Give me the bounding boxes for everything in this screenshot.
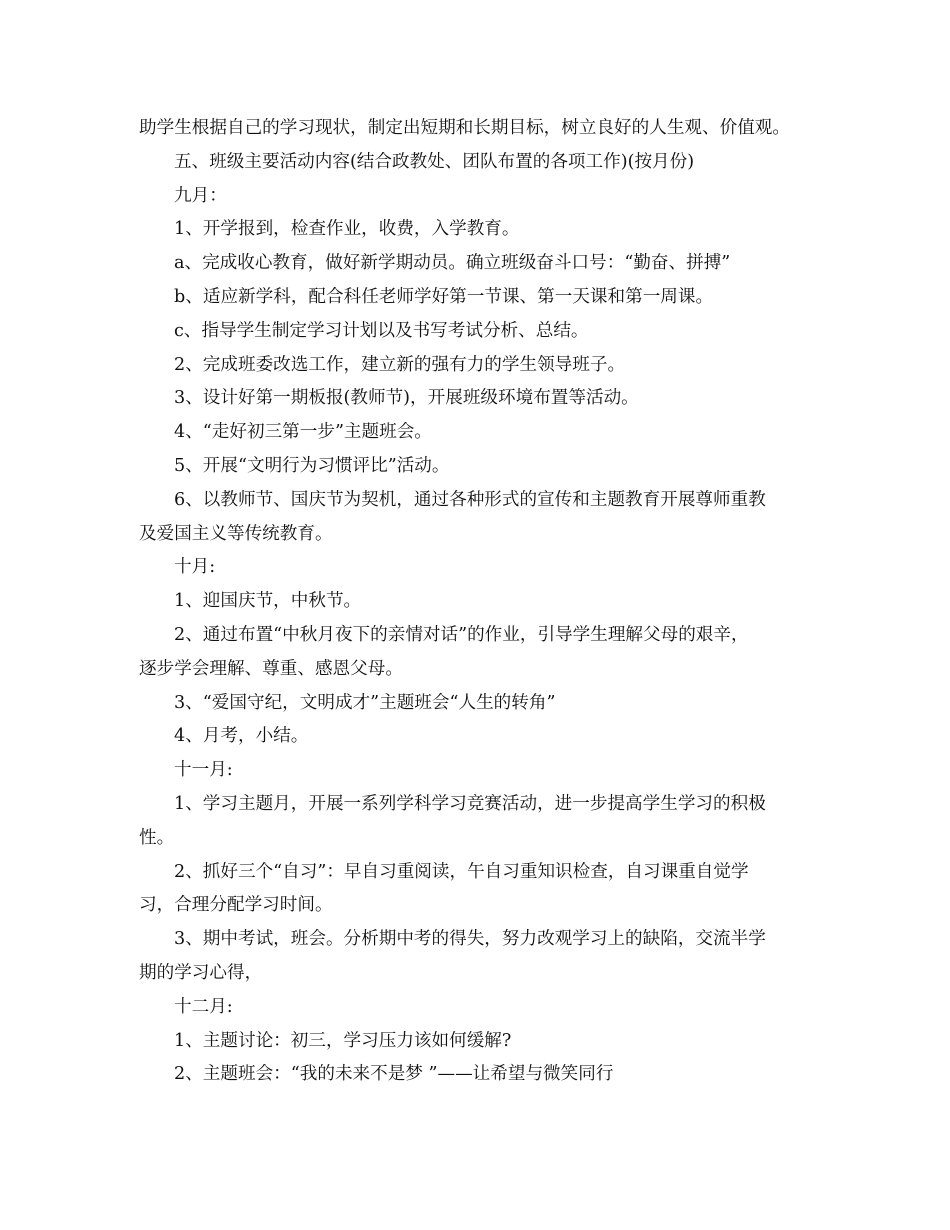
paragraph-line: 及爱国主义等传统教育。 bbox=[139, 523, 333, 544]
paragraph-line: 1、主题讨论：初三，学习压力该如何缓解? bbox=[174, 1030, 512, 1051]
paragraph-line: b、适应新学科，配合科任老师学好第一节课、第一天课和第一周课。 bbox=[174, 286, 714, 307]
paragraph-line: 1、开学报到，检查作业，收费，入学教育。 bbox=[174, 219, 520, 240]
paragraph-line: c、指导学生制定学习计划以及书写考试分析、总结。 bbox=[174, 320, 589, 341]
paragraph-line: 九月： bbox=[174, 185, 227, 206]
paragraph-line: 2、通过布置“中秋月夜下的亲情对话”的作业，引导学生理解父母的艰辛， bbox=[174, 624, 749, 645]
paragraph-line: 十二月: bbox=[174, 996, 233, 1017]
paragraph-line: 3、设计好第一期板报(教师节)，开展班级环境布置等活动。 bbox=[174, 388, 639, 409]
paragraph-line: 性。 bbox=[139, 827, 175, 848]
paragraph-line: 十月: bbox=[174, 557, 216, 578]
paragraph-line: 助学生根据自己的学习现状，制定出短期和长期目标，树立良好的人生观、价值观。 bbox=[139, 118, 790, 138]
paragraph-line: 4、“走好初三第一步”主题班会。 bbox=[174, 422, 432, 443]
paragraph-line: 期的学习心得， bbox=[139, 962, 263, 983]
paragraph-line: 2、主题班会：“我的未来不是梦 ”——让希望与微笑同行 bbox=[174, 1064, 614, 1085]
document-body bbox=[139, 112, 815, 1092]
paragraph-line: 五、班级主要活动内容(结合政教处、团队布置的各项工作)(按月份) bbox=[174, 151, 695, 172]
paragraph-line: 1、学习主题月，开展一系列学科学习竞赛活动，进一步提高学生学习的积极 bbox=[174, 793, 766, 814]
paragraph-line: 习，合理分配学习时间。 bbox=[139, 895, 333, 916]
paragraph-line: 十一月: bbox=[174, 760, 233, 781]
paragraph-line: 2、抓好三个“自习”：早自习重阅读，午自习重知识检查，自习课重自觉学 bbox=[174, 861, 749, 882]
paragraph-line: 2、完成班委改选工作，建立新的强有力的学生领导班子。 bbox=[174, 354, 626, 375]
paragraph-line: a、完成收心教育，做好新学期动员。确立班级奋斗口号：“勤奋、拼搏” bbox=[174, 253, 731, 274]
paragraph-line: 1、迎国庆节，中秋节。 bbox=[174, 591, 362, 612]
paragraph-line: 3、“爱国守纪，文明成才”主题班会“人生的转角” bbox=[174, 692, 556, 713]
paragraph-line: 3、期中考试，班会。分析期中考的得失，努力改观学习上的缺陷，交流半学 bbox=[174, 929, 766, 950]
paragraph-line: 5、开展“文明行为习惯评比”活动。 bbox=[174, 455, 450, 476]
paragraph-line: 4、月考，小结。 bbox=[174, 726, 309, 747]
paragraph-line: 6、以教师节、国庆节为契机，通过各种形式的宣传和主题教育开展尊师重教 bbox=[174, 489, 766, 510]
paragraph-line: 逐步学会理解、尊重、感恩父母。 bbox=[139, 658, 403, 679]
